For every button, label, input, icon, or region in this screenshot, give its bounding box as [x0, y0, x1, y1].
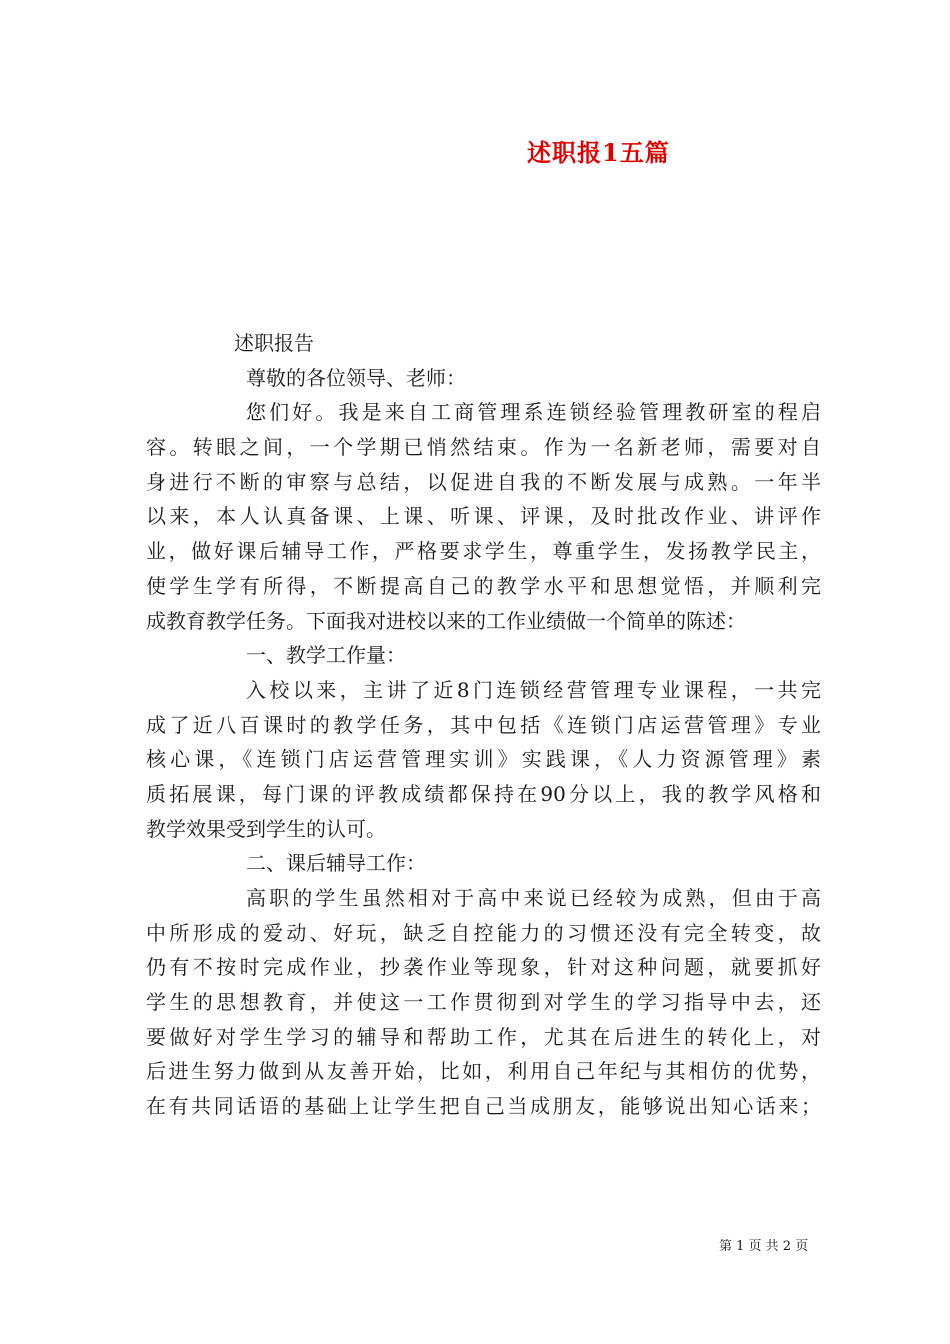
body-text-line: 二、课后辅导工作： — [246, 851, 426, 876]
body-text-line: 教学效果受到学生的认可。 — [146, 816, 386, 841]
body-text-line: 要做好对学生学习的辅导和帮助工作，尤其在后进生的转化上，对 — [146, 1024, 821, 1049]
body-text-line: 高职的学生虽然相对于高中来说已经较为成熟，但由于高 — [246, 886, 821, 910]
body-text-line: 核心课，《连锁门店运营管理实训》实践课，《人力资源管理》素 — [146, 747, 821, 772]
body-text-line: 容。转眼之间，一个学期已悄然结束。作为一名新老师，需要对自 — [146, 435, 821, 460]
body-text-line: 以来，本人认真备课、上课、听课、评课，及时批改作业、讲评作 — [146, 504, 821, 529]
document-title: 述职报1五篇 — [527, 138, 670, 167]
body-text-line: 尊敬的各位领导、老师： — [246, 365, 466, 390]
body-text-line: 在有共同话语的基础上让学生把自己当成朋友，能够说出知心话来； — [146, 1094, 821, 1119]
body-text-line: 入校以来，主讲了近8门连锁经营管理专业课程，一共完 — [246, 677, 821, 702]
body-text-line: 成教育教学任务。下面我对进校以来的工作业绩做一个简单的陈述： — [146, 608, 746, 633]
body-text-line: 成了近八百课时的教学任务，其中包括《连锁门店运营管理》专业 — [146, 712, 821, 737]
body-text-line: 一、教学工作量： — [246, 643, 406, 668]
page-number-footer: 第 1 页 共 2 页 — [719, 1239, 809, 1254]
body-text-line: 身进行不断的审察与总结，以促进自我的不断发展与成熟。一年半 — [146, 469, 821, 494]
body-text-line: 仍有不按时完成作业，抄袭作业等现象，针对这种问题，就要抓好 — [146, 955, 821, 980]
document-body — [146, 326, 821, 1124]
body-text-line: 您们好。我是来自工商管理系连锁经验管理教研室的程启 — [246, 400, 821, 425]
body-text-line: 业，做好课后辅导工作，严格要求学生，尊重学生，发扬教学民主， — [146, 539, 821, 564]
body-text-line: 质拓展课，每门课的评教成绩都保持在90分以上，我的教学风格和 — [146, 781, 821, 806]
body-text-line: 述职报告 — [234, 331, 314, 355]
body-text-line: 学生的思想教育，并使这一工作贯彻到对学生的学习指导中去，还 — [146, 990, 821, 1015]
body-text-line: 后进生努力做到从友善开始，比如，利用自己年纪与其相仿的优势， — [146, 1059, 821, 1084]
body-text-line: 使学生学有所得，不断提高自己的教学水平和思想觉悟，并顺利完 — [146, 573, 821, 598]
body-text-line: 中所形成的爱动、好玩，缺乏自控能力的习惯还没有完全转变，故 — [146, 920, 821, 945]
